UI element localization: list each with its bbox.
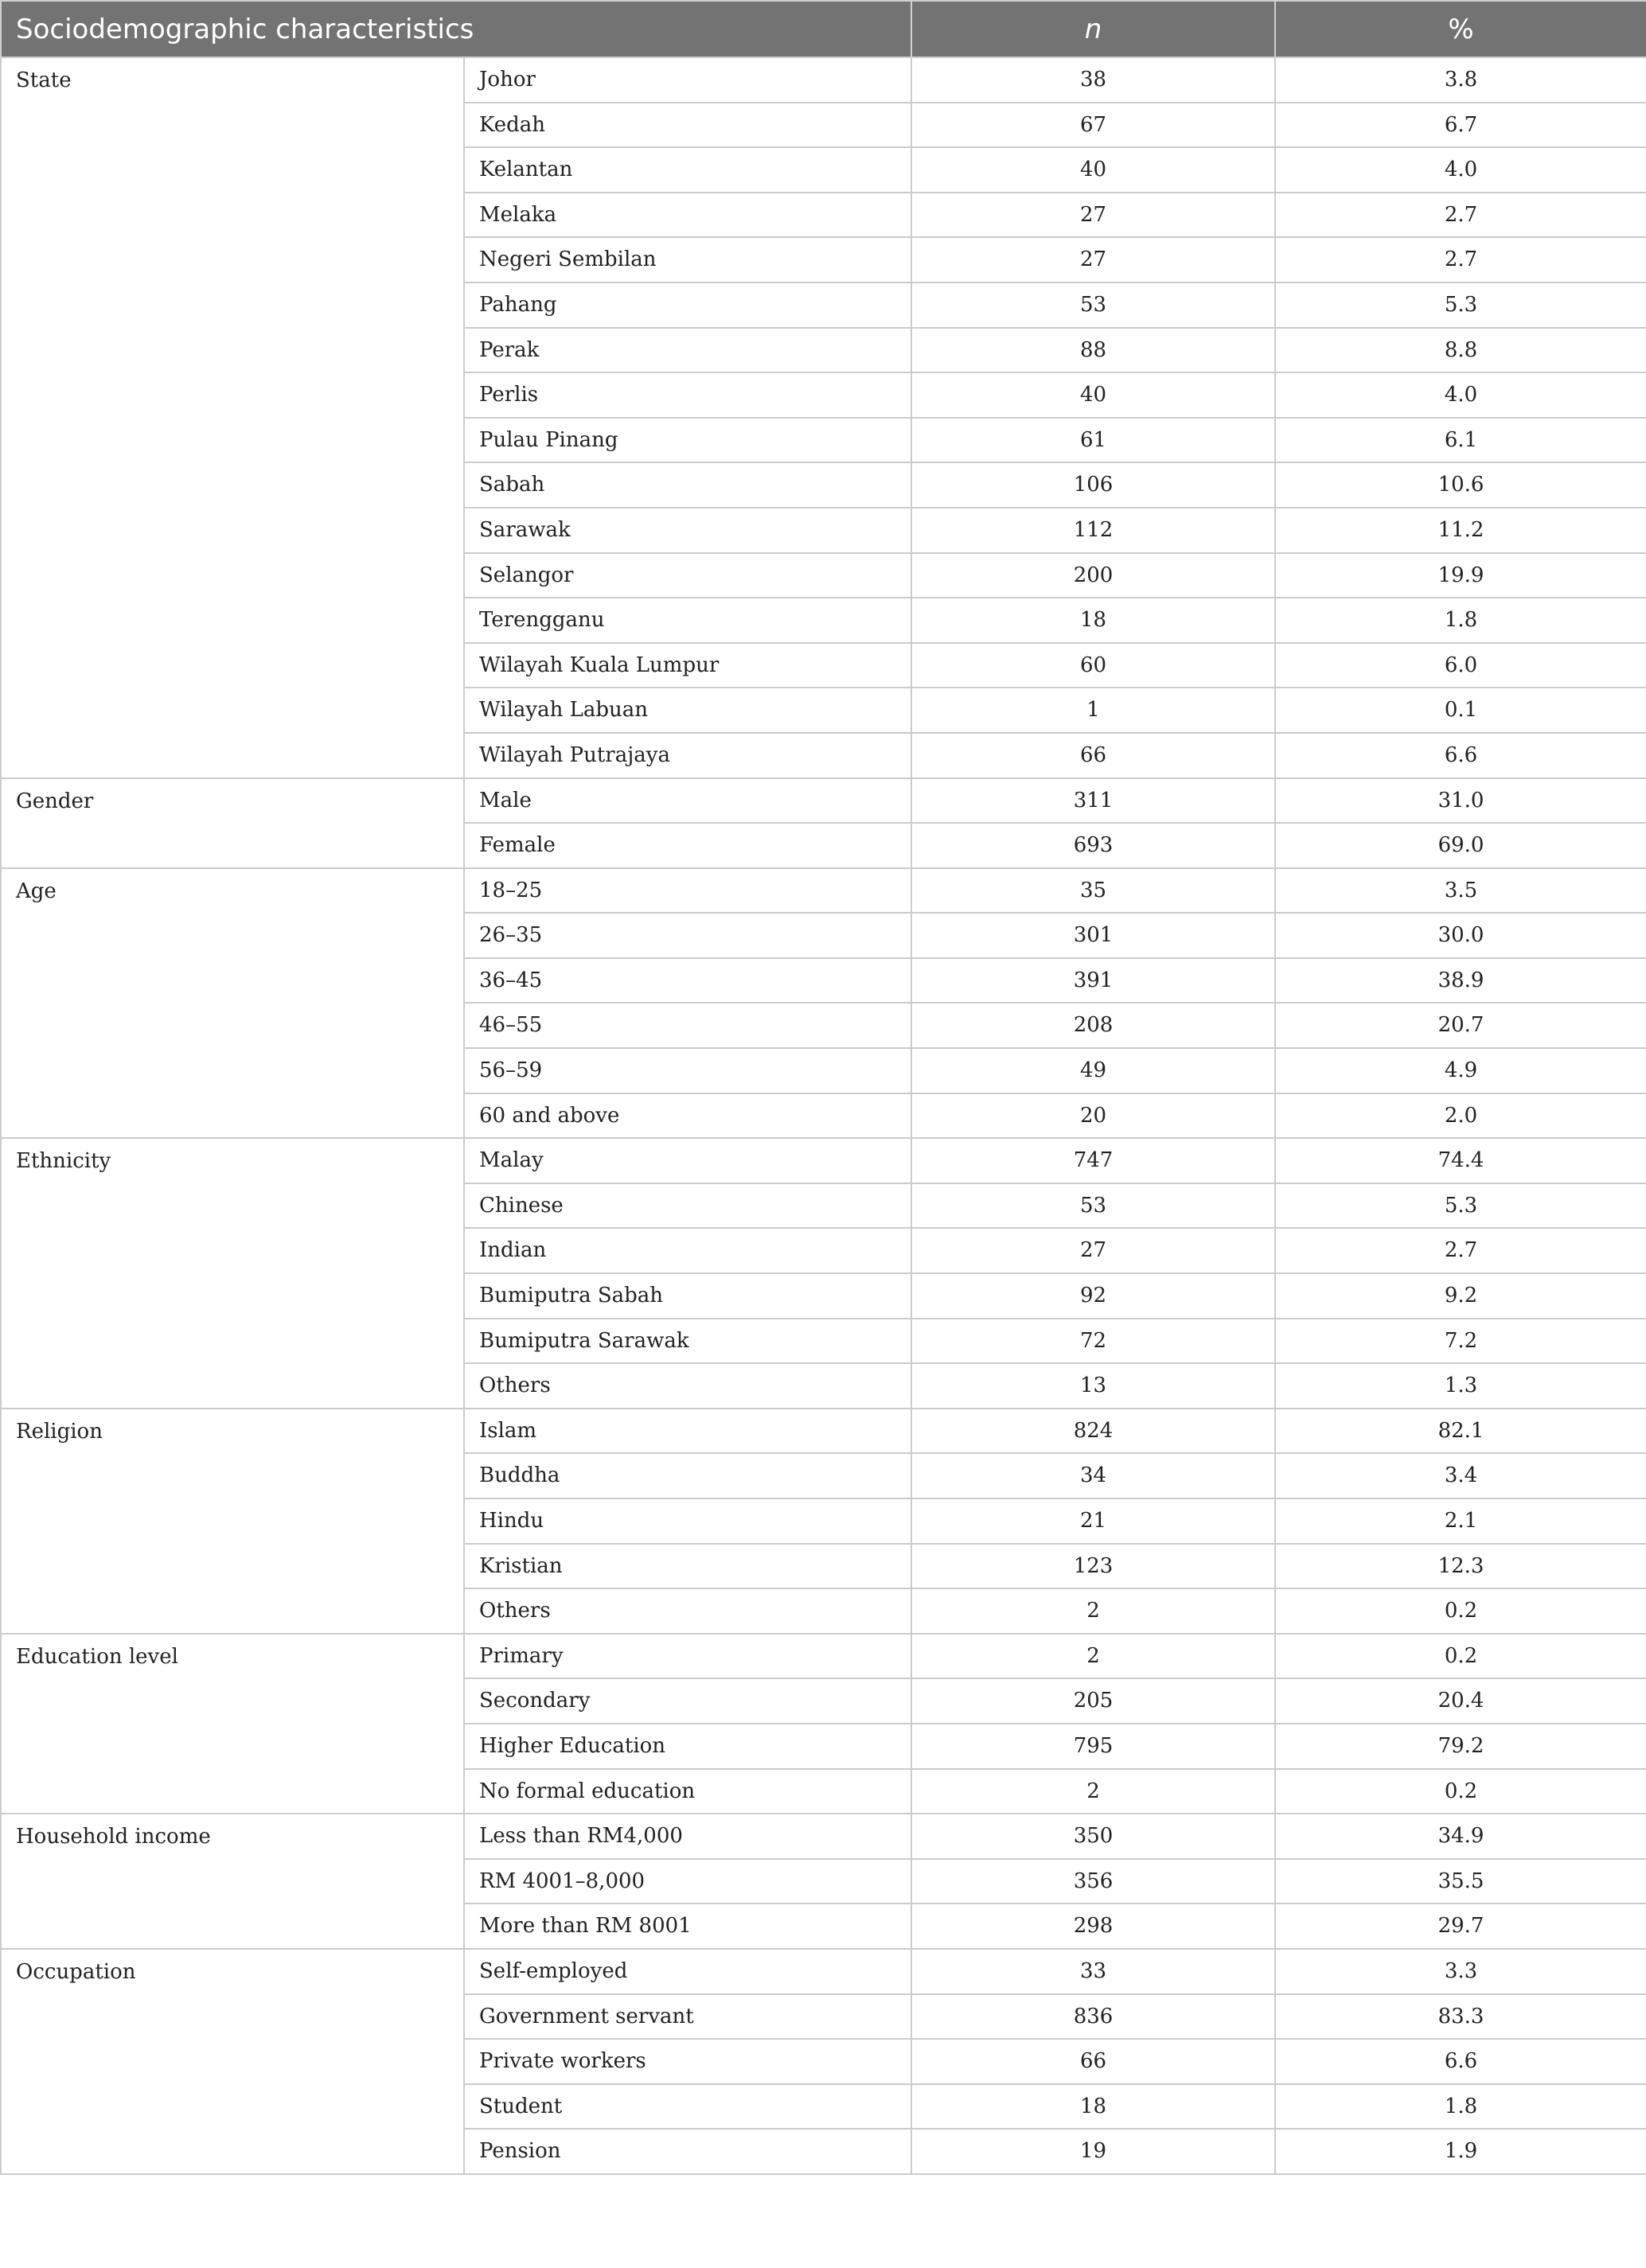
table-row [1, 57, 1646, 103]
count-cell: 72 [911, 1319, 1275, 1364]
table-row [1, 778, 1646, 824]
percent-cell: 8.8 [1275, 328, 1646, 373]
percent-cell: 0.1 [1275, 688, 1646, 733]
category-cell: Chinese [464, 1183, 911, 1229]
category-cell: Pulau Pinang [464, 418, 911, 463]
percent-cell: 2.7 [1275, 237, 1646, 283]
category-cell: Private workers [464, 2039, 911, 2084]
category-cell: Perlis [464, 372, 911, 418]
category-cell: Higher Education [464, 1724, 911, 1769]
group-label: Education level [1, 1634, 464, 1814]
category-cell: 46–55 [464, 1003, 911, 1048]
count-cell: 21 [911, 1498, 1275, 1544]
count-cell: 123 [911, 1544, 1275, 1589]
count-cell: 112 [911, 508, 1275, 553]
percent-cell: 1.3 [1275, 1363, 1646, 1409]
percent-cell: 7.2 [1275, 1319, 1646, 1364]
percent-cell: 5.3 [1275, 283, 1646, 328]
count-cell: 27 [911, 1228, 1275, 1273]
percent-cell: 2.1 [1275, 1498, 1646, 1544]
category-cell: Kristian [464, 1544, 911, 1589]
category-cell: Terengganu [464, 598, 911, 643]
category-cell: Malay [464, 1138, 911, 1183]
table-row [1, 868, 1646, 914]
count-cell: 18 [911, 2084, 1275, 2130]
percent-cell: 6.7 [1275, 103, 1646, 148]
count-cell: 13 [911, 1363, 1275, 1409]
category-cell: Pension [464, 2129, 911, 2174]
count-cell: 106 [911, 462, 1275, 508]
percent-cell: 5.3 [1275, 1183, 1646, 1229]
count-cell: 208 [911, 1003, 1275, 1048]
count-cell: 40 [911, 147, 1275, 193]
percent-cell: 82.1 [1275, 1409, 1646, 1454]
count-cell: 35 [911, 868, 1275, 914]
percent-cell: 38.9 [1275, 958, 1646, 1003]
category-cell: Wilayah Kuala Lumpur [464, 643, 911, 688]
percent-cell: 3.5 [1275, 868, 1646, 914]
count-cell: 2 [911, 1769, 1275, 1814]
count-cell: 747 [911, 1138, 1275, 1183]
category-cell: Islam [464, 1409, 911, 1454]
count-cell: 88 [911, 328, 1275, 373]
group-label: Ethnicity [1, 1138, 464, 1409]
percent-cell: 1.8 [1275, 2084, 1646, 2130]
percent-cell: 0.2 [1275, 1634, 1646, 1679]
count-cell: 2 [911, 1634, 1275, 1679]
percent-cell: 10.6 [1275, 462, 1646, 508]
group-label: Occupation [1, 1949, 464, 2174]
count-cell: 61 [911, 418, 1275, 463]
category-cell: Hindu [464, 1498, 911, 1544]
category-cell: Wilayah Putrajaya [464, 733, 911, 778]
category-cell: Bumiputra Sarawak [464, 1319, 911, 1364]
category-cell: Pahang [464, 283, 911, 328]
table-row [1, 1138, 1646, 1183]
percent-cell: 30.0 [1275, 913, 1646, 958]
count-cell: 200 [911, 553, 1275, 598]
percent-cell: 3.3 [1275, 1949, 1646, 1994]
percent-cell: 3.4 [1275, 1453, 1646, 1498]
table-header [1, 1, 1646, 57]
category-cell: Kelantan [464, 147, 911, 193]
percent-cell: 12.3 [1275, 1544, 1646, 1589]
count-cell: 205 [911, 1678, 1275, 1724]
category-cell: Buddha [464, 1453, 911, 1498]
percent-cell: 79.2 [1275, 1724, 1646, 1769]
category-cell: 60 and above [464, 1093, 911, 1139]
category-cell: Kedah [464, 103, 911, 148]
table-body [1, 57, 1646, 2174]
table-row [1, 1409, 1646, 1454]
count-cell: 49 [911, 1048, 1275, 1093]
category-cell: Selangor [464, 553, 911, 598]
header-characteristics: Sociodemographic characteristics [1, 1, 911, 57]
percent-cell: 6.6 [1275, 2039, 1646, 2084]
percent-cell: 34.9 [1275, 1814, 1646, 1859]
header-percent: % [1275, 1, 1646, 57]
count-cell: 1 [911, 688, 1275, 733]
category-cell: More than RM 8001 [464, 1904, 911, 1949]
count-cell: 66 [911, 2039, 1275, 2084]
category-cell: No formal education [464, 1769, 911, 1814]
category-cell: Perak [464, 328, 911, 373]
count-cell: 824 [911, 1409, 1275, 1454]
count-cell: 27 [911, 237, 1275, 283]
count-cell: 795 [911, 1724, 1275, 1769]
count-cell: 2 [911, 1588, 1275, 1634]
count-cell: 301 [911, 913, 1275, 958]
category-cell: Wilayah Labuan [464, 688, 911, 733]
percent-cell: 31.0 [1275, 778, 1646, 824]
count-cell: 311 [911, 778, 1275, 824]
count-cell: 53 [911, 283, 1275, 328]
count-cell: 18 [911, 598, 1275, 643]
count-cell: 38 [911, 57, 1275, 103]
category-cell: Self-employed [464, 1949, 911, 1994]
category-cell: 18–25 [464, 868, 911, 914]
count-cell: 298 [911, 1904, 1275, 1949]
percent-cell: 3.8 [1275, 57, 1646, 103]
group-label: Age [1, 868, 464, 1139]
count-cell: 60 [911, 643, 1275, 688]
percent-cell: 20.7 [1275, 1003, 1646, 1048]
category-cell: RM 4001–8,000 [464, 1859, 911, 1904]
count-cell: 33 [911, 1949, 1275, 1994]
category-cell: Female [464, 823, 911, 868]
category-cell: Less than RM4,000 [464, 1814, 911, 1859]
header-n: n [911, 1, 1275, 57]
group-label: State [1, 57, 464, 778]
category-cell: Student [464, 2084, 911, 2130]
count-cell: 34 [911, 1453, 1275, 1498]
header-row [1, 1, 1646, 57]
category-cell: Others [464, 1588, 911, 1634]
category-cell: 26–35 [464, 913, 911, 958]
percent-cell: 2.7 [1275, 1228, 1646, 1273]
percent-cell: 11.2 [1275, 508, 1646, 553]
percent-cell: 69.0 [1275, 823, 1646, 868]
percent-cell: 0.2 [1275, 1588, 1646, 1634]
category-cell: Indian [464, 1228, 911, 1273]
percent-cell: 1.8 [1275, 598, 1646, 643]
group-label: Gender [1, 778, 464, 868]
count-cell: 836 [911, 1994, 1275, 2040]
category-cell: Negeri Sembilan [464, 237, 911, 283]
group-label: Household income [1, 1814, 464, 1949]
category-cell: Male [464, 778, 911, 824]
count-cell: 53 [911, 1183, 1275, 1229]
percent-cell: 4.0 [1275, 372, 1646, 418]
count-cell: 693 [911, 823, 1275, 868]
percent-cell: 20.4 [1275, 1678, 1646, 1724]
percent-cell: 83.3 [1275, 1994, 1646, 2040]
count-cell: 40 [911, 372, 1275, 418]
count-cell: 19 [911, 2129, 1275, 2174]
count-cell: 350 [911, 1814, 1275, 1859]
count-cell: 92 [911, 1273, 1275, 1319]
category-cell: Primary [464, 1634, 911, 1679]
category-cell: Others [464, 1363, 911, 1409]
table-row [1, 1634, 1646, 1679]
category-cell: 56–59 [464, 1048, 911, 1093]
percent-cell: 2.0 [1275, 1093, 1646, 1139]
table-row [1, 1949, 1646, 1994]
percent-cell: 6.1 [1275, 418, 1646, 463]
percent-cell: 6.0 [1275, 643, 1646, 688]
percent-cell: 35.5 [1275, 1859, 1646, 1904]
percent-cell: 9.2 [1275, 1273, 1646, 1319]
percent-cell: 4.0 [1275, 147, 1646, 193]
percent-cell: 1.9 [1275, 2129, 1646, 2174]
percent-cell: 74.4 [1275, 1138, 1646, 1183]
count-cell: 356 [911, 1859, 1275, 1904]
percent-cell: 4.9 [1275, 1048, 1646, 1093]
category-cell: Melaka [464, 193, 911, 238]
percent-cell: 2.7 [1275, 193, 1646, 238]
percent-cell: 29.7 [1275, 1904, 1646, 1949]
percent-cell: 19.9 [1275, 553, 1646, 598]
category-cell: Sarawak [464, 508, 911, 553]
table-row [1, 1814, 1646, 1859]
count-cell: 391 [911, 958, 1275, 1003]
count-cell: 20 [911, 1093, 1275, 1139]
group-label: Religion [1, 1409, 464, 1634]
percent-cell: 0.2 [1275, 1769, 1646, 1814]
category-cell: Bumiputra Sabah [464, 1273, 911, 1319]
category-cell: Government servant [464, 1994, 911, 2040]
category-cell: Johor [464, 57, 911, 103]
count-cell: 27 [911, 193, 1275, 238]
count-cell: 66 [911, 733, 1275, 778]
category-cell: 36–45 [464, 958, 911, 1003]
count-cell: 67 [911, 103, 1275, 148]
category-cell: Sabah [464, 462, 911, 508]
category-cell: Secondary [464, 1678, 911, 1724]
percent-cell: 6.6 [1275, 733, 1646, 778]
